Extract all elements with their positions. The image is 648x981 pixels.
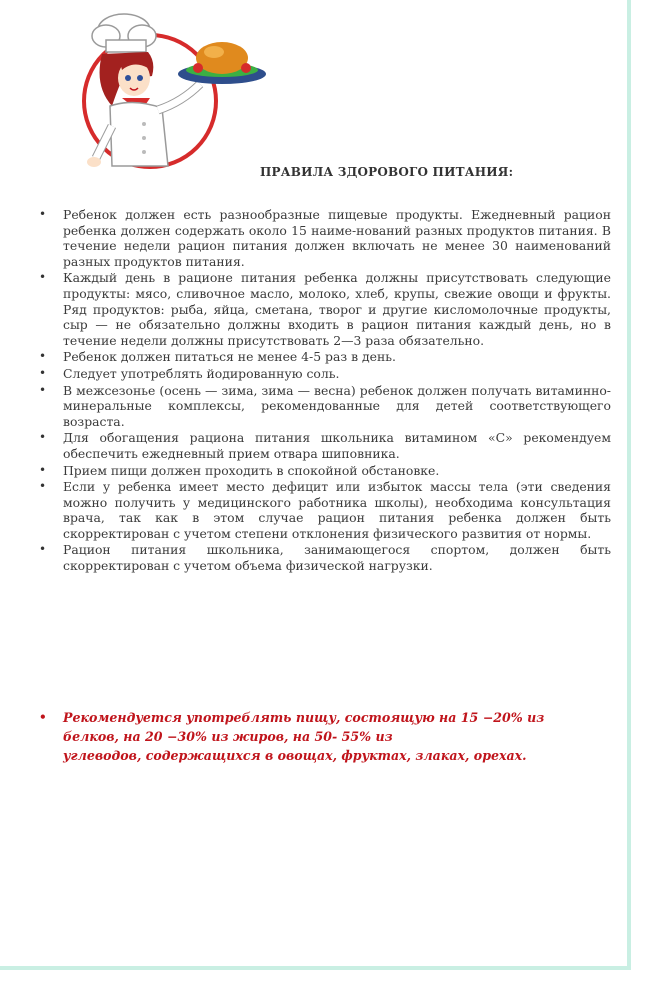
rules-list	[36, 207, 611, 575]
bullet-icon: •	[39, 365, 47, 380]
bullet-icon: •	[39, 270, 47, 285]
rule-text: Каждый день в рационе питания ребенка должны присутствовать следующие продукты: мясо, сливочное масло, молоко, хлеб, крупы, свежие овощи и фрукты. Ряд продуктов: рыба, яйца, сметана, творог и другие кисломолочные продукты, сыр — не обязательно должны входить в рацион питания каждый день, но в течение недели должны присутствовать 2—3 раза обязательно.	[63, 270, 611, 348]
rule-text: В межсезонье (осень — зима, зима — весна) ребенок должен получать витаминно-минеральные комплексы, рекомендованные для детей соответствующего возраста.	[63, 382, 611, 429]
rule-item	[36, 207, 611, 269]
bullet-icon: •	[39, 382, 47, 397]
rule-item	[36, 479, 611, 541]
rule-text: Следует употреблять йодированную соль.	[63, 365, 340, 381]
rule-text: Для обогащения рациона питания школьника витамином «С» рекомендуем обеспечить ежедневный прием отвара шиповника.	[63, 430, 611, 461]
rule-item	[36, 270, 611, 348]
highlight-line: белков, на 20 −30% из жиров, на 50- 55% из	[63, 729, 393, 744]
highlight-line: Рекомендуется употреблять пищу, состоящую на 15 −20% из	[63, 710, 545, 725]
rule-text: Прием пищи должен проходить в спокойной обстановке.	[63, 462, 440, 478]
rule-item	[36, 430, 611, 461]
rule-item	[36, 463, 611, 479]
bullet-icon: •	[39, 710, 47, 724]
rule-text: Рацион питания школьника, занимающегося спортом, должен быть скорректирован с учетом объема физической нагрузки.	[63, 542, 611, 574]
highlight-line: углеводов, содержащихся в овощах, фруктах, злаках, орехах.	[63, 748, 527, 763]
rule-item	[36, 542, 611, 573]
bullet-icon: •	[39, 349, 47, 364]
chef-illustration	[72, 6, 272, 176]
bullet-icon: •	[39, 462, 47, 477]
rule-text: Ребенок должен есть разнообразные пищевые продукты. Ежедневный рацион ребенка должен содержать около 15 наиме-нований разных продуктов питания. В течение недели рацион питания должен включать не менее 30 наименований разных продуктов питания.	[63, 207, 611, 269]
rule-item	[36, 383, 611, 430]
bullet-icon: •	[39, 542, 47, 557]
bullet-icon: •	[39, 207, 47, 221]
rule-item	[36, 349, 611, 365]
rule-text: Ребенок должен питаться не менее 4-5 раз в день.	[63, 349, 396, 365]
bullet-icon: •	[39, 479, 47, 494]
page-title: ПРАВИЛА ЗДОРОВОГО ПИТАНИЯ:	[260, 165, 514, 179]
rule-text: Если у ребенка имеет место дефицит или избыток массы тела (эти сведения можно получить у медицинского работника школы), необходима консультация врача, так как в этом случае рацион питания ребенка должен быть скорректирован с учетом степени отклонения физического развития от нормы.	[63, 479, 611, 541]
bullet-icon: •	[39, 430, 47, 445]
recommendation-highlight	[36, 708, 611, 765]
rule-item	[36, 366, 611, 382]
